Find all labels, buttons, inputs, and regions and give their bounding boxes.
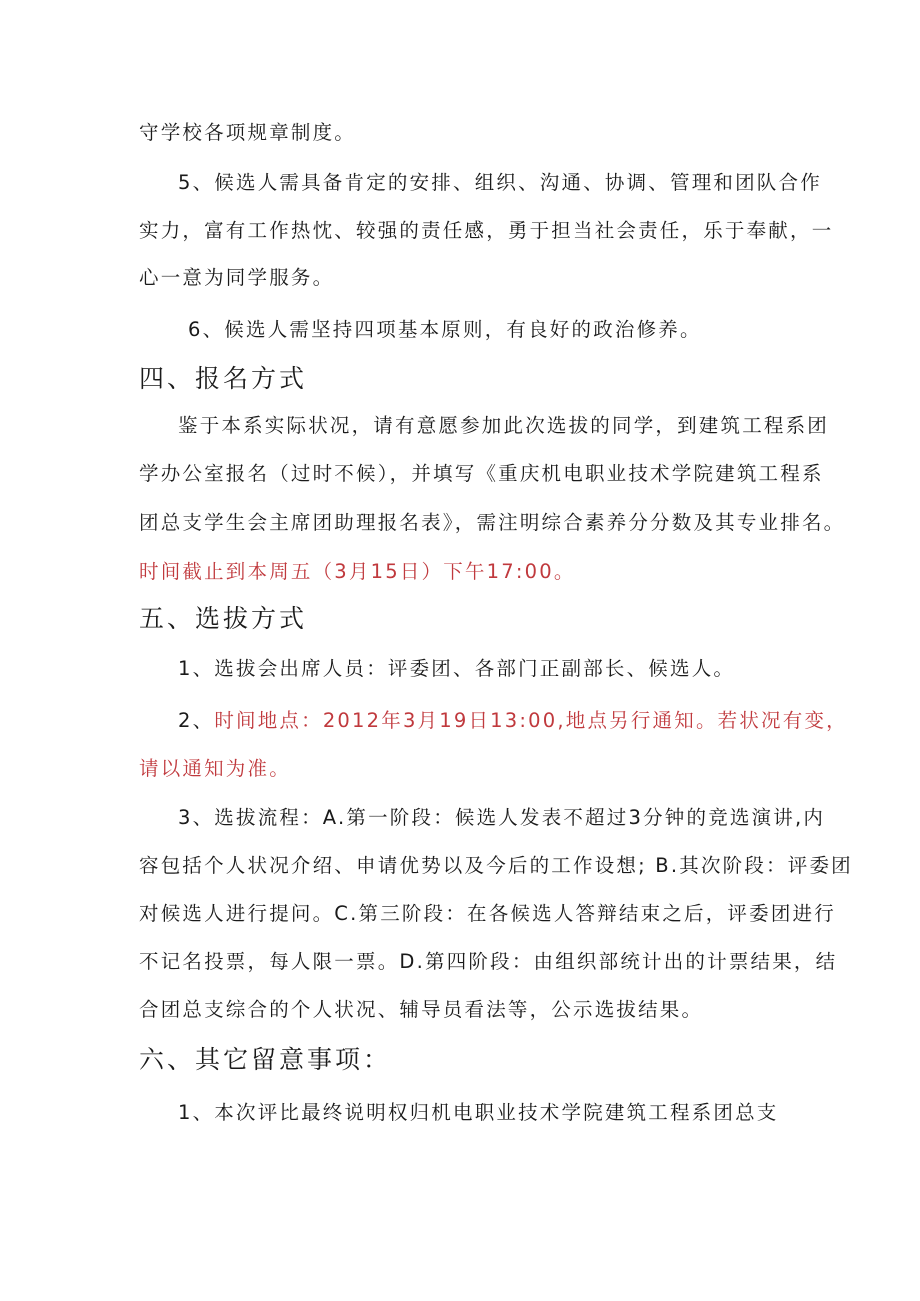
item-5-line-1: 5、候选人需具备肯定的安排、组织、沟通、协调、管理和团队合作: [178, 171, 822, 194]
section-5-title: 五、选拔方式: [139, 604, 308, 633]
section-5-item-2-prefix: 2、: [178, 709, 215, 732]
section-4-line-2: 学办公室报名（过时不候），并填写《重庆机电职业技术学院建筑工程系: [139, 462, 824, 485]
section-5-item-2-red-text: 时间地点：2012年3月19日13:00,地点另行通知。若状况有变，: [214, 709, 848, 732]
paragraph-line: 守学校各项规章制度。: [139, 121, 357, 144]
section-5-item-2-line-2: 请以通知为准。: [139, 757, 291, 780]
item-6: 6、候选人需坚持四项基本原则，有良好的政治修养。: [188, 318, 702, 341]
section-5-item-1: 1、选拔会出席人员：评委团、各部门正副部长、候选人。: [178, 657, 736, 680]
section-4-title: 四、报名方式: [139, 364, 308, 393]
section-5-item-3-line-2: 容包括个人状况介绍、申请优势以及今后的工作设想; B.其次阶段：评委团: [139, 854, 853, 877]
section-5-item-3-line-5: 合团总支综合的个人状况、辅导员看法等，公示选拔结果。: [139, 998, 704, 1021]
section-5-item-3-line-3: 对候选人进行提问。C.第三阶段：在各候选人答辩结束之后，评委团进行: [139, 902, 836, 925]
item-5-line-2: 实力，富有工作热忱、较强的责任感，勇于担当社会责任，乐于奉献，一: [139, 219, 834, 242]
item-5-line-3: 心一意为同学服务。: [139, 266, 335, 289]
section-4-deadline: 时间截止到本周五（3月15日）下午17:00。: [139, 560, 576, 583]
section-5-item-3-line-1: 3、选拔流程：A.第一阶段：候选人发表不超过3分钟的竞选演讲,内: [178, 806, 826, 829]
section-5-item-2-line-1: [178, 709, 848, 733]
section-4-line-1: 鉴于本系实际状况，请有意愿参加此次选拔的同学，到建筑工程系团: [178, 414, 830, 437]
section-6-item-1: 1、本次评比最终说明权归机电职业技术学院建筑工程系团总支: [178, 1101, 779, 1124]
section-6-title: 六、其它留意事项：: [139, 1045, 392, 1074]
section-4-line-3: 团总支学生会主席团助理报名表》，需注明综合素养分分数及其专业排名。: [139, 511, 846, 534]
section-5-item-3-line-4: 不记名投票，每人限一票。D.第四阶段：由组织部统计出的计票结果，结: [139, 950, 838, 973]
